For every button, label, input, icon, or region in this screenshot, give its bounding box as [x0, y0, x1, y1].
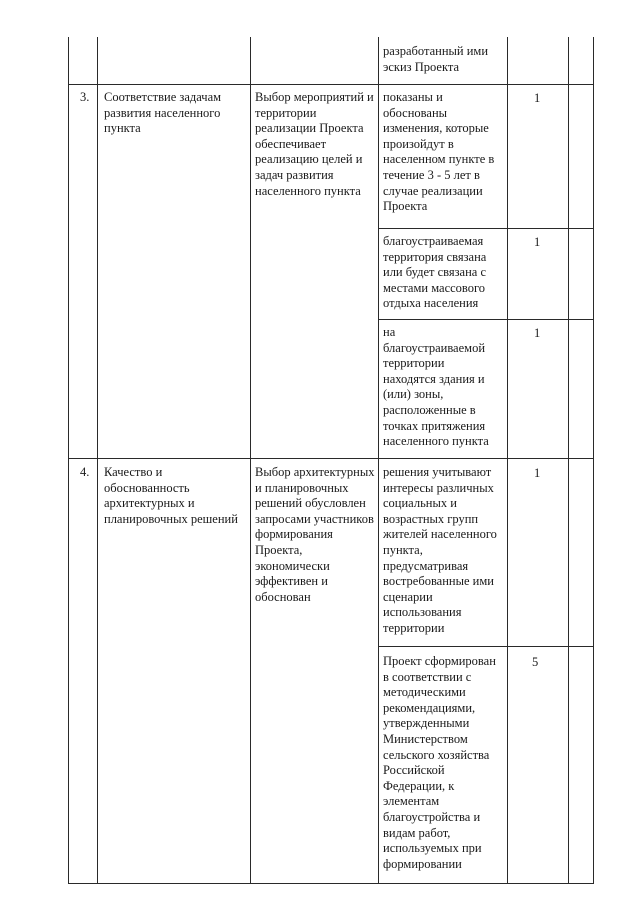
criterion-score: 1	[534, 326, 541, 340]
table-border-right	[593, 37, 594, 884]
table-column-divider	[507, 37, 508, 884]
row-divider	[68, 458, 594, 459]
criterion-divider	[378, 646, 594, 647]
table-column-divider	[568, 37, 569, 884]
criterion-text: на благоустраиваемой территории находятся здания и (или) зоны, расположенные в точках притяжения населенного пункта	[383, 325, 489, 449]
table-column-divider	[97, 37, 98, 884]
table-column-divider	[250, 37, 251, 884]
criterion-score: 1	[534, 466, 541, 480]
criterion-score: 1	[534, 235, 541, 249]
criterion-text: показаны и обоснованы изменения, которые произойдут в населенном пункте в течение 3 - 5 лет в случае реализации Проекта	[383, 90, 495, 214]
criterion-text: Проект сформирован в соответствии с методическими рекомендациями, утвержденными Министерством сельского хозяйства Российской Федерации, к элементам благоустройства и видам работ, используемых при формировании	[383, 654, 496, 871]
criterion-name: Соответствие задачам развития населенного пункта	[104, 90, 222, 136]
table-border-left	[68, 37, 69, 884]
criterion-score: 5	[532, 655, 539, 669]
table-border-bottom	[68, 883, 594, 884]
row-number: 3.	[80, 90, 90, 104]
criterion-name: Качество и обоснованность архитектурных и планировочных решений	[104, 465, 238, 526]
criterion-score: 1	[534, 91, 541, 105]
criterion-divider	[378, 319, 594, 320]
criterion-description: Выбор мероприятий и территории реализации Проекта обеспечивает реализацию целей и задач развития населенного пункта	[255, 90, 374, 198]
criterion-divider	[378, 228, 594, 229]
row-number: 4.	[80, 465, 90, 479]
criterion-text: разработанный ими эскиз Проекта	[383, 44, 489, 74]
criterion-text: благоустраиваемая территория связана или будет связана с местами массового отдыха населения	[383, 234, 487, 311]
row-divider	[68, 84, 594, 85]
criterion-description: Выбор архитектурных и планировочных решений обусловлен запросами участников формирования Проекта, экономически эффективен и обоснован	[255, 465, 375, 604]
criterion-text: решения учитывают интересы различных социальных и возрастных групп жителей населенного пункта, предусматривая востребованные ими сценарии использования территории	[383, 465, 497, 635]
